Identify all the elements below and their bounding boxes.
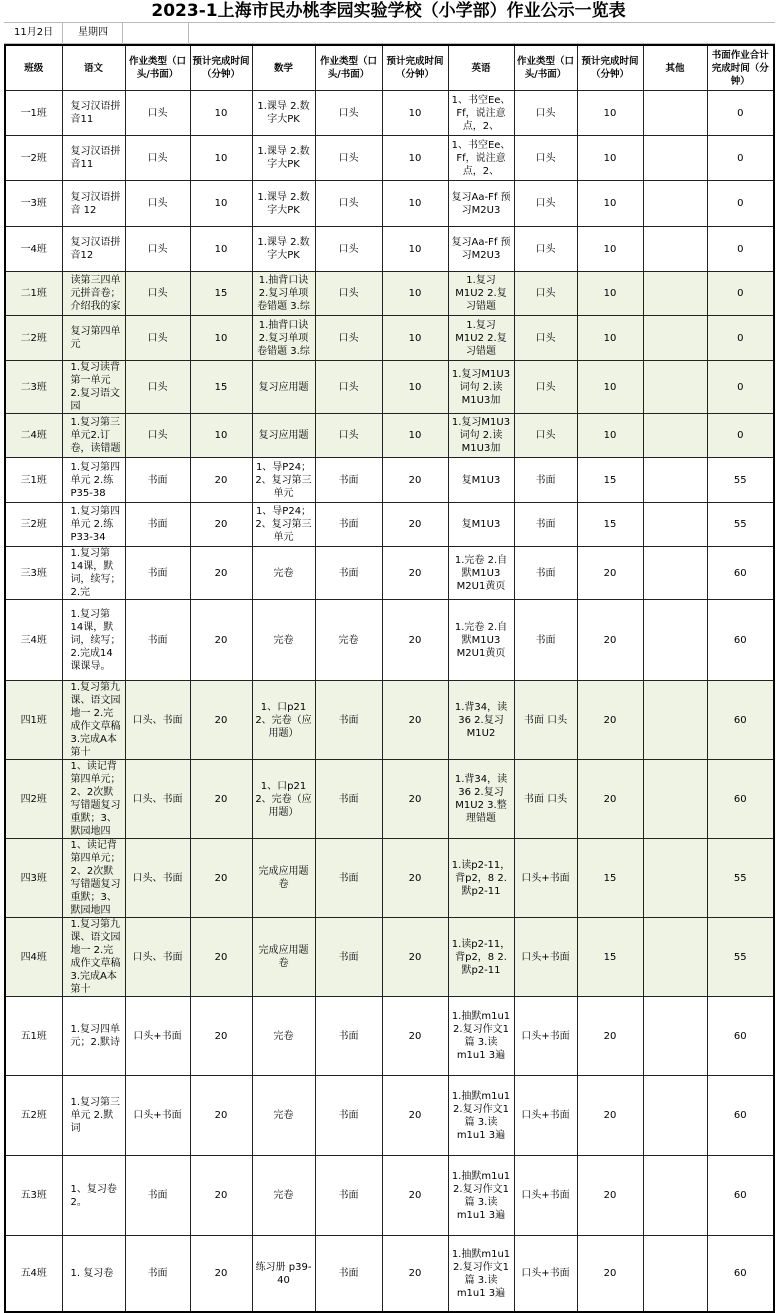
english-cell: 复M1U3 (448, 458, 514, 503)
table-row (5, 272, 774, 316)
chinese-cell: 1、复习卷2。 (62, 1156, 125, 1236)
math-cell: 1.课导 2.数字大PK (252, 91, 315, 136)
math-type-cell: 口头 (315, 414, 382, 458)
math-cell: 完成应用题卷 (252, 839, 315, 918)
math-time-cell: 10 (382, 272, 448, 316)
math-cell: 1.抽背口诀 2.复习单项卷错题 3.综 (252, 316, 315, 361)
math-type-cell: 书面 (315, 1156, 382, 1236)
english-cell: 1.抽默m1u1 2.复习作文1篇 3.读 m1u1 3遍 (448, 997, 514, 1076)
table-row (5, 181, 774, 227)
math-cell: 完卷 (252, 547, 315, 600)
english-time-cell: 10 (577, 181, 643, 227)
chinese-time-cell: 20 (190, 458, 252, 503)
math-type-cell: 口头 (315, 227, 382, 272)
class-cell: 四4班 (5, 918, 62, 997)
math-cell: 1.课导 2.数字大PK (252, 181, 315, 227)
english-time-cell: 10 (577, 136, 643, 181)
english-type-cell: 口头 (514, 227, 577, 272)
math-type-cell: 口头 (315, 91, 382, 136)
other-cell (643, 839, 707, 918)
table-row (5, 839, 774, 918)
english-cell: 1.背34，读36 2.复习 M1U2 (448, 681, 514, 760)
chinese-time-cell: 10 (190, 91, 252, 136)
english-type-cell: 口头 (514, 316, 577, 361)
chinese-cell: 读第三四单元拼音卷；介绍我的家 (62, 272, 125, 316)
class-cell: 五3班 (5, 1156, 62, 1236)
total-cell: 0 (707, 361, 774, 414)
table-row (5, 91, 774, 136)
header-math-type: 作业类型（口头/书面） (315, 45, 382, 91)
chinese-cell: 1.复习第14课，默词，续写；2.完成14课课导。 (62, 600, 125, 681)
english-cell: 1.复习 M1U2 2.复习错题 (448, 272, 514, 316)
chinese-type-cell: 口头 (125, 181, 190, 227)
other-cell (643, 361, 707, 414)
total-cell: 55 (707, 503, 774, 547)
table-row (5, 997, 774, 1076)
header-english: 英语 (448, 45, 514, 91)
chinese-type-cell: 书面 (125, 503, 190, 547)
class-cell: 二3班 (5, 361, 62, 414)
class-cell: 一3班 (5, 181, 62, 227)
math-time-cell: 20 (382, 458, 448, 503)
other-cell (643, 681, 707, 760)
chinese-cell: 1.复习第三单元2.订卷，读错题 (62, 414, 125, 458)
english-type-cell: 书面 口头 (514, 681, 577, 760)
math-time-cell: 20 (382, 1156, 448, 1236)
class-cell: 四2班 (5, 760, 62, 839)
english-type-cell: 口头 (514, 181, 577, 227)
english-cell: 1.完卷 2.自默M1U3 M2U1黄页 (448, 547, 514, 600)
table-row (5, 1076, 774, 1156)
other-cell (643, 997, 707, 1076)
chinese-time-cell: 20 (190, 547, 252, 600)
english-type-cell: 书面 (514, 458, 577, 503)
math-type-cell: 书面 (315, 997, 382, 1076)
total-cell: 60 (707, 760, 774, 839)
total-cell: 0 (707, 136, 774, 181)
header-math-time: 预计完成时间（分钟） (382, 45, 448, 91)
chinese-cell: 1.复习第三单元 2.默词 (62, 1076, 125, 1156)
english-type-cell: 口头+书面 (514, 1076, 577, 1156)
math-time-cell: 20 (382, 997, 448, 1076)
chinese-type-cell: 口头+书面 (125, 997, 190, 1076)
english-type-cell: 口头 (514, 91, 577, 136)
other-cell (643, 136, 707, 181)
table-row (5, 1156, 774, 1236)
table-row (5, 760, 774, 839)
total-cell: 0 (707, 316, 774, 361)
math-cell: 1、口p21 2、完卷（应用题） (252, 760, 315, 839)
math-type-cell: 书面 (315, 1076, 382, 1156)
class-cell: 三4班 (5, 600, 62, 681)
english-cell: 1、书空Ee、Ff，说注意点，2、 (448, 136, 514, 181)
english-type-cell: 口头 (514, 361, 577, 414)
math-time-cell: 20 (382, 839, 448, 918)
english-type-cell: 书面 口头 (514, 760, 577, 839)
chinese-time-cell: 10 (190, 316, 252, 361)
class-cell: 五1班 (5, 997, 62, 1076)
chinese-type-cell: 口头+书面 (125, 1076, 190, 1156)
chinese-cell: 1. 复习卷 (62, 1236, 125, 1313)
english-time-cell: 20 (577, 760, 643, 839)
table-row (5, 1236, 774, 1313)
header-english-time: 预计完成时间（分钟） (577, 45, 643, 91)
english-cell: 1.抽默m1u1 2.复习作文1篇 3.读 m1u1 3遍 (448, 1236, 514, 1313)
english-time-cell: 20 (577, 1156, 643, 1236)
header-class: 班级 (5, 45, 62, 91)
math-time-cell: 20 (382, 1076, 448, 1156)
english-cell: 1.复习M1U3词句 2.读M1U3加 (448, 361, 514, 414)
chinese-type-cell: 口头 (125, 272, 190, 316)
math-cell: 完卷 (252, 997, 315, 1076)
math-cell: 1、导P24；2、复习第三单元 (252, 503, 315, 547)
other-cell (643, 760, 707, 839)
other-cell (643, 91, 707, 136)
chinese-cell: 1.复习第四单元 2.练 P33-34 (62, 503, 125, 547)
english-time-cell: 10 (577, 316, 643, 361)
math-type-cell: 口头 (315, 181, 382, 227)
math-time-cell: 20 (382, 503, 448, 547)
total-cell: 0 (707, 181, 774, 227)
chinese-time-cell: 15 (190, 361, 252, 414)
math-cell: 复习应用题 (252, 361, 315, 414)
math-cell: 练习册 p39-40 (252, 1236, 315, 1313)
class-cell: 三1班 (5, 458, 62, 503)
chinese-type-cell: 口头、书面 (125, 839, 190, 918)
chinese-type-cell: 书面 (125, 547, 190, 600)
chinese-time-cell: 20 (190, 918, 252, 997)
weekday-label: 星期四 (78, 27, 108, 38)
english-time-cell: 10 (577, 361, 643, 414)
other-cell (643, 600, 707, 681)
table-row (5, 136, 774, 181)
chinese-time-cell: 20 (190, 681, 252, 760)
math-time-cell: 10 (382, 414, 448, 458)
chinese-cell: 复习汉语拼音 12 (62, 181, 125, 227)
chinese-time-cell: 20 (190, 760, 252, 839)
english-type-cell: 书面 (514, 600, 577, 681)
class-cell: 二4班 (5, 414, 62, 458)
other-cell (643, 414, 707, 458)
class-cell: 一2班 (5, 136, 62, 181)
chinese-type-cell: 口头 (125, 414, 190, 458)
math-time-cell: 20 (382, 547, 448, 600)
total-cell: 60 (707, 1236, 774, 1313)
total-cell: 60 (707, 997, 774, 1076)
chinese-cell: 1.复习第九课、语文园地一 2.完成作文草稿 3.完成A本第十 (62, 681, 125, 760)
chinese-time-cell: 20 (190, 1236, 252, 1313)
total-cell: 0 (707, 272, 774, 316)
english-cell: 1.复习M1U3词句 2.读M1U3加 (448, 414, 514, 458)
class-cell: 三2班 (5, 503, 62, 547)
total-cell: 0 (707, 414, 774, 458)
chinese-time-cell: 20 (190, 1076, 252, 1156)
english-time-cell: 10 (577, 414, 643, 458)
chinese-cell: 复习第四单元 (62, 316, 125, 361)
english-time-cell: 20 (577, 1076, 643, 1156)
english-type-cell: 书面 (514, 547, 577, 600)
math-cell: 1.课导 2.数字大PK (252, 136, 315, 181)
table-row (5, 600, 774, 681)
table-row (5, 918, 774, 997)
header-english-type: 作业类型（口头/书面） (514, 45, 577, 91)
other-cell (643, 272, 707, 316)
date-label: 11月2日 (14, 27, 54, 38)
english-time-cell: 15 (577, 503, 643, 547)
english-time-cell: 20 (577, 600, 643, 681)
math-time-cell: 10 (382, 181, 448, 227)
chinese-type-cell: 书面 (125, 1236, 190, 1313)
math-type-cell: 书面 (315, 681, 382, 760)
chinese-cell: 1.复习第14课，默词，续写；2.完 (62, 547, 125, 600)
table-row (5, 681, 774, 760)
english-cell: 复M1U3 (448, 503, 514, 547)
other-cell (643, 1156, 707, 1236)
english-time-cell: 20 (577, 547, 643, 600)
chinese-type-cell: 口头 (125, 361, 190, 414)
header-total: 书面作业合计完成时间（分钟） (707, 45, 774, 91)
homework-table (4, 44, 775, 1313)
table-row (5, 547, 774, 600)
other-cell (643, 181, 707, 227)
math-type-cell: 完卷 (315, 600, 382, 681)
math-type-cell: 书面 (315, 1236, 382, 1313)
total-cell: 60 (707, 1156, 774, 1236)
english-type-cell: 口头+书面 (514, 1156, 577, 1236)
english-cell: 1.抽默m1u1 2.复习作文1篇 3.读 m1u1 3遍 (448, 1156, 514, 1236)
chinese-cell: 复习汉语拼音12 (62, 227, 125, 272)
class-cell: 一1班 (5, 91, 62, 136)
total-cell: 60 (707, 547, 774, 600)
other-cell (643, 458, 707, 503)
english-cell: 1.背34，读36 2.复习 M1U2 3.整理错题 (448, 760, 514, 839)
math-type-cell: 书面 (315, 458, 382, 503)
math-time-cell: 20 (382, 1236, 448, 1313)
header-math: 数学 (252, 45, 315, 91)
table-header-row (5, 45, 774, 91)
math-type-cell: 书面 (315, 503, 382, 547)
math-cell: 完卷 (252, 1156, 315, 1236)
chinese-type-cell: 口头、书面 (125, 760, 190, 839)
chinese-time-cell: 10 (190, 414, 252, 458)
english-time-cell: 20 (577, 997, 643, 1076)
english-type-cell: 口头+书面 (514, 997, 577, 1076)
other-cell (643, 547, 707, 600)
total-cell: 60 (707, 1076, 774, 1156)
chinese-time-cell: 20 (190, 600, 252, 681)
chinese-time-cell: 10 (190, 136, 252, 181)
chinese-cell: 1.复习第四单元 2.练 P35-38 (62, 458, 125, 503)
other-cell (643, 1076, 707, 1156)
math-cell: 1.课导 2.数字大PK (252, 227, 315, 272)
chinese-cell: 复习汉语拼音11 (62, 91, 125, 136)
english-type-cell: 口头 (514, 414, 577, 458)
other-cell (643, 918, 707, 997)
chinese-type-cell: 口头 (125, 136, 190, 181)
math-cell: 复习应用题 (252, 414, 315, 458)
math-time-cell: 10 (382, 136, 448, 181)
chinese-time-cell: 20 (190, 503, 252, 547)
chinese-time-cell: 20 (190, 839, 252, 918)
chinese-time-cell: 20 (190, 997, 252, 1076)
english-time-cell: 10 (577, 91, 643, 136)
date-row (4, 22, 775, 44)
chinese-cell: 1.复习读背第一单元 2.复习语文园 (62, 361, 125, 414)
chinese-type-cell: 书面 (125, 600, 190, 681)
english-time-cell: 15 (577, 918, 643, 997)
total-cell: 60 (707, 600, 774, 681)
chinese-cell: 1、读记背第四单元；2、2次默写错题复习重默；3、默园地四 (62, 839, 125, 918)
chinese-type-cell: 口头、书面 (125, 918, 190, 997)
other-cell (643, 316, 707, 361)
english-cell: 1.读p2-11，背p2，8 2.默p2-11 (448, 918, 514, 997)
chinese-cell: 1.复习第九课、语文园地一 2.完成作文草稿 3.完成A本第十 (62, 918, 125, 997)
page-title: 2023-1上海市民办桃李园实验学校（小学部）作业公示一览表 (151, 1, 626, 21)
header-chinese: 语文 (62, 45, 125, 91)
total-cell: 55 (707, 458, 774, 503)
english-cell: 1.抽默m1u1 2.复习作文1篇 3.读 m1u1 3遍 (448, 1076, 514, 1156)
chinese-type-cell: 书面 (125, 458, 190, 503)
total-cell: 55 (707, 918, 774, 997)
total-cell: 60 (707, 681, 774, 760)
english-cell: 1、书空Ee、Ff，说注意点，2、 (448, 91, 514, 136)
english-type-cell: 口头 (514, 136, 577, 181)
table-row (5, 227, 774, 272)
chinese-time-cell: 10 (190, 181, 252, 227)
english-time-cell: 15 (577, 458, 643, 503)
header-chinese-time: 预计完成时间（分钟） (190, 45, 252, 91)
english-type-cell: 口头+书面 (514, 918, 577, 997)
english-time-cell: 20 (577, 681, 643, 760)
class-cell: 五4班 (5, 1236, 62, 1313)
english-type-cell: 口头+书面 (514, 1236, 577, 1313)
chinese-type-cell: 口头 (125, 316, 190, 361)
math-cell: 1、导P24；2、复习第三单元 (252, 458, 315, 503)
table-row (5, 316, 774, 361)
other-cell (643, 227, 707, 272)
total-cell: 55 (707, 839, 774, 918)
math-time-cell: 10 (382, 91, 448, 136)
table-row (5, 503, 774, 547)
math-time-cell: 10 (382, 316, 448, 361)
chinese-type-cell: 口头 (125, 91, 190, 136)
english-type-cell: 口头 (514, 272, 577, 316)
math-type-cell: 口头 (315, 136, 382, 181)
math-type-cell: 书面 (315, 760, 382, 839)
class-cell: 四1班 (5, 681, 62, 760)
chinese-type-cell: 口头、书面 (125, 681, 190, 760)
english-cell: 1.完卷 2.自默M1U3 M2U1黄页 (448, 600, 514, 681)
english-time-cell: 10 (577, 227, 643, 272)
chinese-cell: 复习汉语拼音11 (62, 136, 125, 181)
math-time-cell: 10 (382, 227, 448, 272)
chinese-time-cell: 10 (190, 227, 252, 272)
chinese-type-cell: 口头 (125, 227, 190, 272)
other-cell (643, 503, 707, 547)
english-type-cell: 口头+书面 (514, 839, 577, 918)
other-cell (643, 1236, 707, 1313)
chinese-time-cell: 20 (190, 1156, 252, 1236)
math-type-cell: 书面 (315, 839, 382, 918)
total-cell: 0 (707, 91, 774, 136)
math-cell: 1、口p21 2、完卷（应用题） (252, 681, 315, 760)
math-time-cell: 20 (382, 918, 448, 997)
math-type-cell: 书面 (315, 918, 382, 997)
class-cell: 三3班 (5, 547, 62, 600)
total-cell: 0 (707, 227, 774, 272)
chinese-type-cell: 书面 (125, 1156, 190, 1236)
english-time-cell: 15 (577, 839, 643, 918)
math-type-cell: 书面 (315, 547, 382, 600)
math-type-cell: 口头 (315, 316, 382, 361)
english-time-cell: 20 (577, 1236, 643, 1313)
english-type-cell: 书面 (514, 503, 577, 547)
math-type-cell: 口头 (315, 272, 382, 316)
english-time-cell: 10 (577, 272, 643, 316)
math-type-cell: 口头 (315, 361, 382, 414)
math-time-cell: 10 (382, 361, 448, 414)
class-cell: 四3班 (5, 839, 62, 918)
chinese-time-cell: 15 (190, 272, 252, 316)
header-other: 其他 (643, 45, 707, 91)
english-cell: 复习Aa-Ff 预习M2U3 (448, 227, 514, 272)
class-cell: 二1班 (5, 272, 62, 316)
math-cell: 完成应用题卷 (252, 918, 315, 997)
class-cell: 五2班 (5, 1076, 62, 1156)
chinese-cell: 1.复习四单元；2.默诗 (62, 997, 125, 1076)
class-cell: 二2班 (5, 316, 62, 361)
class-cell: 一4班 (5, 227, 62, 272)
math-cell: 完卷 (252, 1076, 315, 1156)
math-time-cell: 20 (382, 681, 448, 760)
english-cell: 复习Aa-Ff 预习M2U3 (448, 181, 514, 227)
english-cell: 1.读p2-11，背p2，8 2.默p2-11 (448, 839, 514, 918)
math-time-cell: 20 (382, 760, 448, 839)
table-row (5, 414, 774, 458)
math-cell: 1.抽背口诀 2.复习单项卷错题 3.综 (252, 272, 315, 316)
table-row (5, 458, 774, 503)
chinese-cell: 1、读记背第四单元；2、2次默写错题复习重默；3、默园地四 (62, 760, 125, 839)
header-chinese-type: 作业类型（口头/书面） (125, 45, 190, 91)
math-cell: 完卷 (252, 600, 315, 681)
math-time-cell: 20 (382, 600, 448, 681)
english-cell: 1.复习 M1U2 2.复习错题 (448, 316, 514, 361)
table-row (5, 361, 774, 414)
